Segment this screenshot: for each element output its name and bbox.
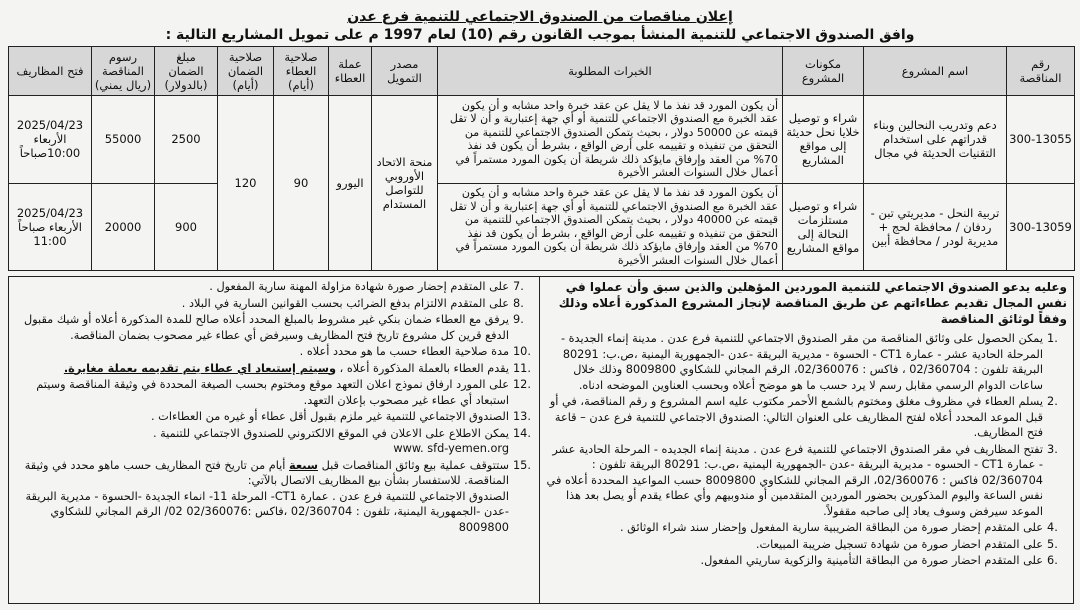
- experience-cell: أن يكون المورد قد نفذ ما لا يقل عن عقد خبرة واحد مشابه و أن يكون عقد الخبرة مع الصندوق الاجتماعي للتنمية أو أي جهة إعتبارية و أن لا تقل قيمته عن 50000 دولار ، بحيث يتمكن الصندوق الاجتماعي للتنمية من التحقق من تنفيذه و تقييمه على أرض الواقع ، بشرط أن يكون قد نفذ 70% من العقد وإرفاق مايؤكد ذلك شريطة أن يكون المورد مستمراً في أعمال خلال السنوات العشر الأخيرة: [438, 96, 783, 184]
- opening-cell: [9, 183, 92, 271]
- opening-day: الأربعاء صباحاً: [18, 219, 82, 234]
- header-guarantee-validity: صلاحية الضمان (أيام): [218, 47, 274, 96]
- header-guarantee-amount: مبلغ الضمان (بالدولار): [155, 47, 218, 96]
- list-item: .7 على المتقدم إحضار صورة شهادة مزاولة المهنة سارية المفعول .: [209, 280, 524, 293]
- tender-no-cell: 300-13059: [1007, 183, 1075, 271]
- funding-cell: منحة الاتحاد الأوروبي للتواصل المستدام: [372, 96, 438, 271]
- list-item: .12 على المورد ارفاق نموذج اعلان التعهد موقع ومختوم بحسب الصيغة المحددة في وثيقة المناقصة وسيتم استبعاد أي عطاء غير مصحوب بإعلان التعهد.: [36, 378, 531, 407]
- fees-cell: 20000: [92, 183, 155, 271]
- project-name-cell: دعم وتدريب النحالين وبناء قدراتهم على استخدام التقنيات الحديثة في مجال: [864, 96, 1007, 184]
- list-item: .15 ستتوقف عملية بيع وثائق المناقصات قبل سبعة أيام من تاريخ فتح المظاريف حسب ماهو محدد في وثيقة المناقصة. للاستفسار بشأن بيع المظاريف الاتصال بالآتي: الصندوق الاجتماعي للتنمية فرع عدن . عمارة CT1- المرحلة 11- انماء الجديدة -الحسوة - مديرية البريقة -عدن -الجمهورية اليمنية، تلفون : 02/360704 ،فاكس :02/360076 02/ الرقم المجاني للشكاوي 8009800: [24, 458, 531, 534]
- website-link[interactable]: www. sfd-yemen.org: [393, 442, 509, 455]
- currency-cell: اليورو: [329, 96, 372, 271]
- guarantee-amount-cell: 2500: [155, 96, 218, 184]
- opening-date: 2025/04/23: [16, 118, 84, 133]
- experience-cell: أن يكون المورد قد نفذ ما لا يقل عن عقد خبرة واحد مشابه و أن يكون عقد الخبرة مع الصندوق الاجتماعي للتنمية أو أي جهة إعتبارية و أن لا تقل قيمته عن 40000 دولار ، بحيث يتمكن الصندوق الاجتماعي للتنمية من التحقق من تنفيذه و تقييمه على أرض الواقع ، بشرط أن يكون قد نفذ 70% من العقد وإرفاق مايؤكد ذلك شريطة أن يكون المورد مستمراً في أعمال خلال السنوات العشر الأخيرة: [438, 183, 783, 271]
- list-item: .8 على المتقدم الالتزام بدفع الضرائب بحسب القوانين السارية في البلاد .: [181, 296, 524, 310]
- opening-time: 10:00صباحاً: [19, 146, 81, 161]
- opening-day: الأربعاء: [33, 132, 67, 147]
- list-item: .4 على المتقدم إحضار صورة من البطاقة الضريبية سارية المفعول وإحضار سند شراء الوثائق .: [619, 521, 1058, 534]
- list-item: .6 على المتقدم احضار صورة من البطاقة التأمينية والزكوية ساريتي المفعول.: [700, 554, 1058, 567]
- components-cell: شراء و توصيل خلايا نحل حديثة إلى مواقع المشاريع: [783, 96, 864, 184]
- contact-address: الصندوق الاجتماعي للتنمية فرع عدن . عمارة CT1- المرحلة 11- انماء الجديدة -الحسوة - مديرية البريقة -عدن -الجمهورية اليمنية، تلفون : 02/360704 ،فاكس :02/360076 02/ الرقم المجاني للشكاوي 8009800: [25, 489, 509, 534]
- header-currency: عملة العطاء: [329, 47, 372, 96]
- opening-date: 2025/04/23: [16, 205, 84, 220]
- list-item: .1 يمكن الحصول على وثائق المناقصة من مقر الصندوق الاجتماعي للتنمية فرع عدن . مدينة إنماء الجديدة - المرحلة الحادية عشر - عمارة CT1 - الحسوة - مديرية البريقة -عدن -الجمهورية اليمنية ،ص.ب: 80291 البريقة تلفون : 02/360704 ، فاكس : 02/360076، الرقم المجاني للشكاوي 8009800 وذلك خلال ساعات الدوام الرسمي مقابل رسم لا يرد حسب ما هو موضح أعلاه وبحسب العناوين الموضحه ادناه.: [560, 332, 1058, 392]
- list-item: .9 يرفق مع العطاء ضمان بنكي غير مشروط بالمبلغ المحدد أعلاه صالح للمدة المذكورة أعلاه أو شيك مقبول الدفع قرين كل مشروع تاريخ فتح المظاريف وسيرفض أي عطاء غير مصحوب بضمان المناقصة.: [24, 313, 524, 342]
- opening-cell: [9, 96, 92, 184]
- table-header-row: [9, 47, 1075, 96]
- list-item: .13 الصندوق الاجتماعي للتنمية غير ملزم بقبول أقل عطاء أو غيره من العطاءات .: [151, 410, 531, 423]
- header-fees: رسوم المناقصة (ريال يمني): [92, 47, 155, 96]
- announcement-title: إعلان مناقصات من الصندوق الاجتماعي للتنمية فرع عدن: [347, 9, 733, 25]
- list-item: .2 يسلم العطاء في مظروف مغلق ومختوم بالشمع الأحمر مكتوب عليه اسم المشروع و رقم المناقصة، في أو قبل الموعد المحدد أعلاه لفتح المظاريف على العنوان التالي: الصندوق الاجتماعي للتنمية فرع عدن – قاعة فتح المظاريف.: [549, 395, 1058, 439]
- header-experience: الخبرات المطلوبة: [438, 47, 783, 96]
- header-opening: فتح المظاريف: [9, 47, 92, 96]
- fees-cell: 55000: [92, 96, 155, 184]
- announcement-subtitle: وافق الصندوق الاجتماعي للتنمية المنشأ بموجب القانون رقم (10) لعام 1997 م على تمويل المشاريع التالية :: [165, 27, 915, 43]
- header-project-name: اسم المشروع: [864, 47, 1007, 96]
- currency-exclusion-note: وسيتم إستبعاد اي عطاء يتم تقديمه بعملة مغايرة.: [63, 361, 336, 375]
- list-item: .14 يمكن الاطلاع على الاعلان في الموقع الالكتروني للصندوق الاجتماعي للتنمية . www. sfd-yemen.org: [152, 426, 531, 455]
- tender-no-cell: 300-13055: [1007, 96, 1075, 184]
- list-item: .5 على المتقدم احضار صورة من شهادة تسجيل ضريبة المبيعات.: [755, 537, 1058, 551]
- conditions-left-column: [9, 277, 539, 603]
- list-item: .11 يقدم العطاء بالعملة المذكورة أعلاه ، وسيتم إستبعاد اي عطاء يتم تقديمه بعملة مغايرة.: [63, 361, 531, 375]
- list-item: .10 مدة صلاحية العطاء حسب ما هو محدد أعلاه .: [299, 345, 531, 358]
- conditions-intro: وعليه يدعو الصندوق الاجتماعي للتنمية الموردين المؤهلين والذين سبق وأن عملوا في نفس المجال تقديم عطاءاتهم عن طريق المناقصة لإنجاز المشروع المذكورة أعلاه وذلك وفقاً لوثائق المناقصة: [558, 280, 1067, 326]
- guarantee-amount-cell: 900: [155, 183, 218, 271]
- bid-validity-cell: 90: [274, 96, 329, 271]
- list-item: .3 تفتح المظاريف في مقر الصندوق الاجتماعي للتنمية فرع عدن . مدينة إنماء الجديده - المرحلة الحادية عشر - عمارة CT1 - الحسوه - مديرية البريقة -عدن -الجمهورية اليمنية ،ص.ب: 80291 البريقة تلفون : 02/360704 فاكس : 02/360076، الرقم المجاني للشكاوي 8009800 حسب المواعيد المحددة أعلاه في نفس الساعة واليوم المذكورين بحضور الموردين المتقدمين أو مندوبيهم وأي عطاء يقدم أو يصل بعد هذا الموعد سيرفض وسوف يعاد إلى صاحبه مقفولاً.: [546, 442, 1058, 518]
- project-name-cell: تربية النحل - مديريتي تبن - ردفان / محافظة لحج + مديرية لودر / محافظة أبين: [864, 183, 1007, 271]
- components-cell: شراء و توصيل مستلزمات النحالة إلى مواقع المشاريع: [783, 183, 864, 271]
- table-row: [9, 183, 1075, 271]
- header-bid-validity: صلاحية العطاء (أيام): [274, 47, 329, 96]
- conditions-right-column: [539, 277, 1073, 603]
- guarantee-validity-cell: 120: [218, 96, 274, 271]
- header-tender-no: رقم المناقصة: [1007, 47, 1075, 96]
- header-components: مكونات المشروع: [783, 47, 864, 96]
- projects-table: [8, 46, 1075, 271]
- opening-time: 11:00: [33, 233, 67, 248]
- conditions-box: [8, 276, 1074, 604]
- header-funding: مصدر التمويل: [372, 47, 438, 96]
- table-row: [9, 96, 1075, 184]
